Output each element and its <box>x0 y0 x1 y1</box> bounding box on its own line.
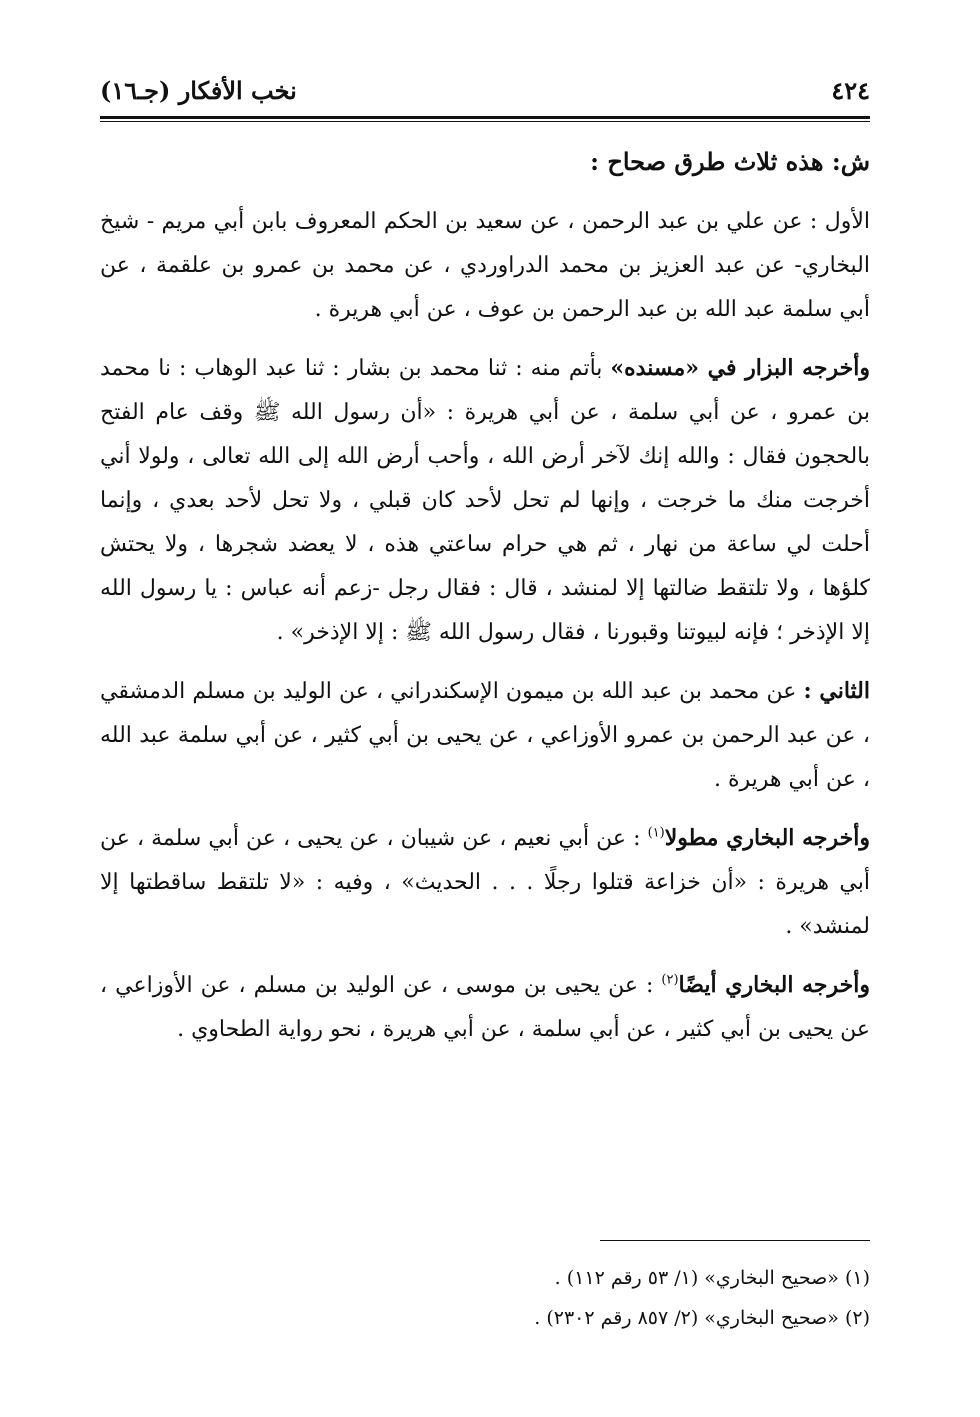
page-number: ٤٢٤ <box>831 75 870 105</box>
paragraph-bazzar <box>100 346 870 655</box>
paragraph-body: : عن أبي نعيم ، عن شيبان ، عن يحيى ، عن أبي سلمة ، عن أبي هريرة : «أن خزاعة قتلوا رجلًا . . . الحديث» ، وفيه : «لا تلتقط ساقطتها إلا لمنشد» . <box>100 826 870 939</box>
paragraph-lead: وأخرجه البخاري أيضًا <box>678 972 870 998</box>
footnote-1: (١) «صحيح البخاري» (١/ ٥٣ رقم ١١٢) . <box>554 1267 870 1289</box>
footnote-ref[interactable]: (٢) <box>661 972 679 988</box>
header-rule-thin <box>100 121 870 122</box>
paragraph-bukhari-long <box>100 816 870 949</box>
main-text <box>100 140 870 1066</box>
paragraph-body: عن محمد بن عبد الله بن ميمون الإسكندراني ، عن الوليد بن مسلم الدمشقي ، عن عبد الرحمن بن عمرو الأوزاعي ، عن يحيى بن أبي كثير ، عن أبي سلمة عبد الله ، عن أبي هريرة . <box>100 679 870 792</box>
footnote-2: (٢) «صحيح البخاري» (٢/ ٨٥٧ رقم ٢٣٠٢) . <box>534 1307 870 1329</box>
book-page <box>100 0 870 1417</box>
paragraph-first-route: الأول : عن علي بن عبد الرحمن ، عن سعيد بن الحكم المعروف بابن أبي مريم - شيخ البخاري- عن عبد العزيز بن محمد الدراوردي ، عن محمد بن عمرو بن علقمة ، عن أبي سلمة عبد الله بن عبد الرحمن بن عوف ، عن أبي هريرة . <box>100 209 870 322</box>
paragraph-lead: وأخرجه البخاري مطولا <box>664 825 870 851</box>
paragraph-second-route <box>100 669 870 802</box>
header-rule <box>100 116 870 119</box>
paragraph-lead: الثاني : <box>803 678 870 704</box>
footnotes <box>100 1258 870 1338</box>
paragraph-body: بأتم منه : ثنا محمد بن بشار : ثنا عبد الوهاب : نا محمد بن عمرو ، عن أبي سلمة ، عن أبي هريرة : «أن رسول الله ﷺ وقف عام الفتح بالحجون فقال : والله إنك لآخر أرض الله ، وأحب أرض الله إلى الله تعالى ، ولولا أني أخرجت منك ما خرجت ، وإنها لم تحل لأحد كان قبلي ، ولا تحل لأحد بعدي ، وإنما أحلت لي ساعة من نهار ، ثم هي حرام ساعتي هذه ، لا يعضد شجرها ، ولا يحتش كلؤها ، ولا تلتقط ضالتها إلا لمنشد ، قال : فقال رجل -زعم أنه عباس : يا رسول الله إلا الإذخر ؛ فإنه لبيوتنا وقبورنا ، فقال رسول الله ﷺ : إلا الإذخر» . <box>100 356 870 645</box>
paragraph-body: : عن يحيى بن موسى ، عن الوليد بن مسلم ، عن الأوزاعي ، عن يحيى بن أبي كثير ، عن أبي سلمة ، عن أبي هريرة ، نحو رواية الطحاوي . <box>100 973 870 1042</box>
footnote-separator <box>600 1240 870 1241</box>
footnote-ref[interactable]: (١) <box>647 825 665 841</box>
book-title: نخب الأفكار (جـ١٦) <box>100 75 297 105</box>
section-heading: ش: هذه ثلاث طرق صحاح : <box>590 147 870 176</box>
paragraph-bukhari-also <box>100 963 870 1052</box>
paragraph-lead: وأخرجه البزار في «مسنده» <box>610 355 871 381</box>
running-header <box>100 70 870 110</box>
